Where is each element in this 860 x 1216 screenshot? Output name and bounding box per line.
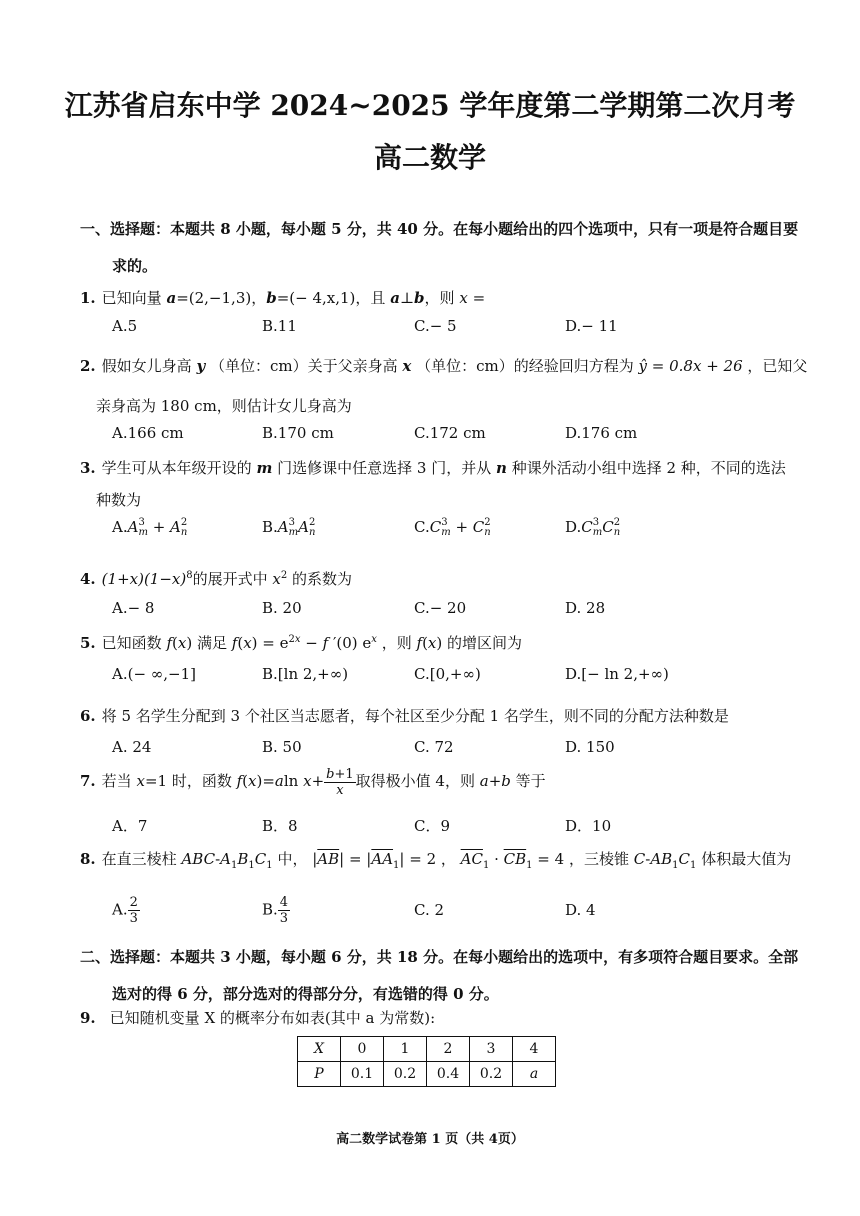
q1-option-c: C.− 5 bbox=[414, 317, 457, 335]
exam-title: 江苏省启东中学 2024~2025 学年度第二学期第二次月考 bbox=[64, 89, 796, 122]
q7-option-b: B．8 bbox=[262, 817, 298, 835]
q6-option-b: B. 50 bbox=[262, 738, 302, 756]
section2-heading-line2: 选对的得 6 分，部分选对的得部分分，有选错的得 0 分。 bbox=[112, 985, 499, 1003]
table-cell: 0 bbox=[341, 1037, 384, 1062]
q4-option-c: C.− 20 bbox=[414, 599, 467, 617]
question-1: 1. 已知向量 a=(2,−1,3)，b=(− 4,x,1)，且 a⊥b，则 x = bbox=[80, 289, 486, 307]
table-row bbox=[298, 1062, 556, 1087]
section1-heading-line1: 一、选择题：本题共 8 小题，每小题 5 分，共 40 分。在每小题给出的四个选项中，只有一项是符合题目要 bbox=[80, 220, 799, 238]
q8-option-c: C. 2 bbox=[414, 901, 445, 919]
table-cell: a bbox=[513, 1062, 556, 1087]
section1-heading-line2: 求的。 bbox=[112, 257, 158, 275]
q2-option-a: A.166 cm bbox=[112, 424, 184, 442]
q8-option-b: B. $\frac{4}{3}$ bbox=[262, 895, 289, 926]
q7-option-c: C．9 bbox=[414, 817, 451, 835]
question-6: 6. 将 5 名学生分配到 3 个社区当志愿者，每个社区至少分配 1 名学生，则不同的分配方法种数是 bbox=[80, 707, 729, 725]
q2-option-b: B.170 cm bbox=[262, 424, 334, 442]
q5-option-d: D.[− ln 2,+∞) bbox=[565, 665, 669, 683]
question-8: 8. 在直三棱柱 ABC-$A_1B_1C_1$ 中， $|\overline{AB}| = |\overline{AA}_1| = 2$ ， $\overline{AC}_1 \cdot \overline{CB}_1 = 4$ ，三棱锥 $C-AB_1C_1$ 体积最大值为 bbox=[80, 850, 792, 871]
table-cell: 3 bbox=[470, 1037, 513, 1062]
table-cell: P bbox=[298, 1062, 341, 1087]
q6-option-d: D. 150 bbox=[565, 738, 615, 756]
table-cell: 2 bbox=[427, 1037, 470, 1062]
section2-heading-line1: 二、选择题：本题共 3 小题，每小题 6 分，共 18 分。在每小题给出的选项中，有多项符合题目要求。全部 bbox=[80, 948, 799, 966]
q7-option-d: D．10 bbox=[565, 817, 612, 835]
question-3-line2: 种数为 bbox=[96, 491, 142, 509]
question-2-line1: 2. 假如女儿身高 y （单位：cm）关于父亲身高 x （单位：cm）的经验回归方程为 ŷ = 0.8x + 26 ，已知父 bbox=[80, 357, 808, 375]
q3-option-c: C.C 3 m + C 2 n bbox=[414, 517, 491, 538]
q8-option-a: A. $\frac{2}{3}$ bbox=[112, 895, 138, 926]
table-cell: 0.2 bbox=[384, 1062, 427, 1087]
q5-option-a: A.(− ∞,−1] bbox=[112, 665, 197, 683]
q4-option-a: A.− 8 bbox=[112, 599, 155, 617]
table-cell: 0.2 bbox=[470, 1062, 513, 1087]
table-cell: 0.1 bbox=[341, 1062, 384, 1087]
question-7: 7. 若当 x=1 时，函数 f(x)=aln x+ $\frac{b+1}{x}$ 取得极小值 4，则 a+b 等于 bbox=[80, 766, 546, 798]
q3-option-d: D.C 3 m C 2 n bbox=[565, 517, 621, 538]
q2-option-c: C.172 cm bbox=[414, 424, 486, 442]
question-4: 4. $(1+x)(1-x)^8$的展开式中 $x^2$ 的系数为 bbox=[80, 570, 353, 588]
question-5: 5. 已知函数 f(x) 满足 $f(x) = e^{2x} - f$ ′(0) $e^x$ ，则 f(x) 的增区间为 bbox=[80, 634, 523, 652]
table-cell: 4 bbox=[513, 1037, 556, 1062]
q1-option-d: D.− 11 bbox=[565, 317, 618, 335]
q6-option-c: C. 72 bbox=[414, 738, 454, 756]
q5-option-c: C.[0,+∞) bbox=[414, 665, 481, 683]
q7-option-a: A．7 bbox=[112, 817, 148, 835]
q5-option-b: B.[ln 2,+∞) bbox=[262, 665, 349, 683]
question-3-line1: 3. 学生可从本年级开设的 m 门选修课中任意选择 3 门，并从 n 种课外活动小组中选择 2 种，不同的选法 bbox=[80, 459, 786, 477]
q4-option-b: B. 20 bbox=[262, 599, 302, 617]
q3-option-a: A.A 3 m + A 2 n bbox=[112, 517, 188, 538]
q1-option-b: B.11 bbox=[262, 317, 297, 335]
table-cell: X bbox=[298, 1037, 341, 1062]
page-footer: 高二数学试卷第 1 页（共 4页） bbox=[336, 1132, 524, 1147]
table-cell: 0.4 bbox=[427, 1062, 470, 1087]
q4-option-d: D. 28 bbox=[565, 599, 606, 617]
question-2-line2: 亲身高为 180 cm，则估计女儿身高为 bbox=[96, 397, 352, 415]
q2-option-d: D.176 cm bbox=[565, 424, 638, 442]
exam-subject: 高二数学 bbox=[373, 141, 486, 174]
question-9: 9. 已知随机变量 X 的概率分布如表(其中 a 为常数): bbox=[80, 1009, 436, 1027]
q6-option-a: A. 24 bbox=[112, 738, 152, 756]
table-row bbox=[298, 1037, 556, 1062]
probability-table bbox=[297, 1036, 556, 1087]
table-cell: 1 bbox=[384, 1037, 427, 1062]
q8-option-d: D. 4 bbox=[565, 901, 596, 919]
q1-option-a: A.5 bbox=[112, 317, 138, 335]
q3-option-b: B.A 3 m A 2 n bbox=[262, 517, 316, 538]
